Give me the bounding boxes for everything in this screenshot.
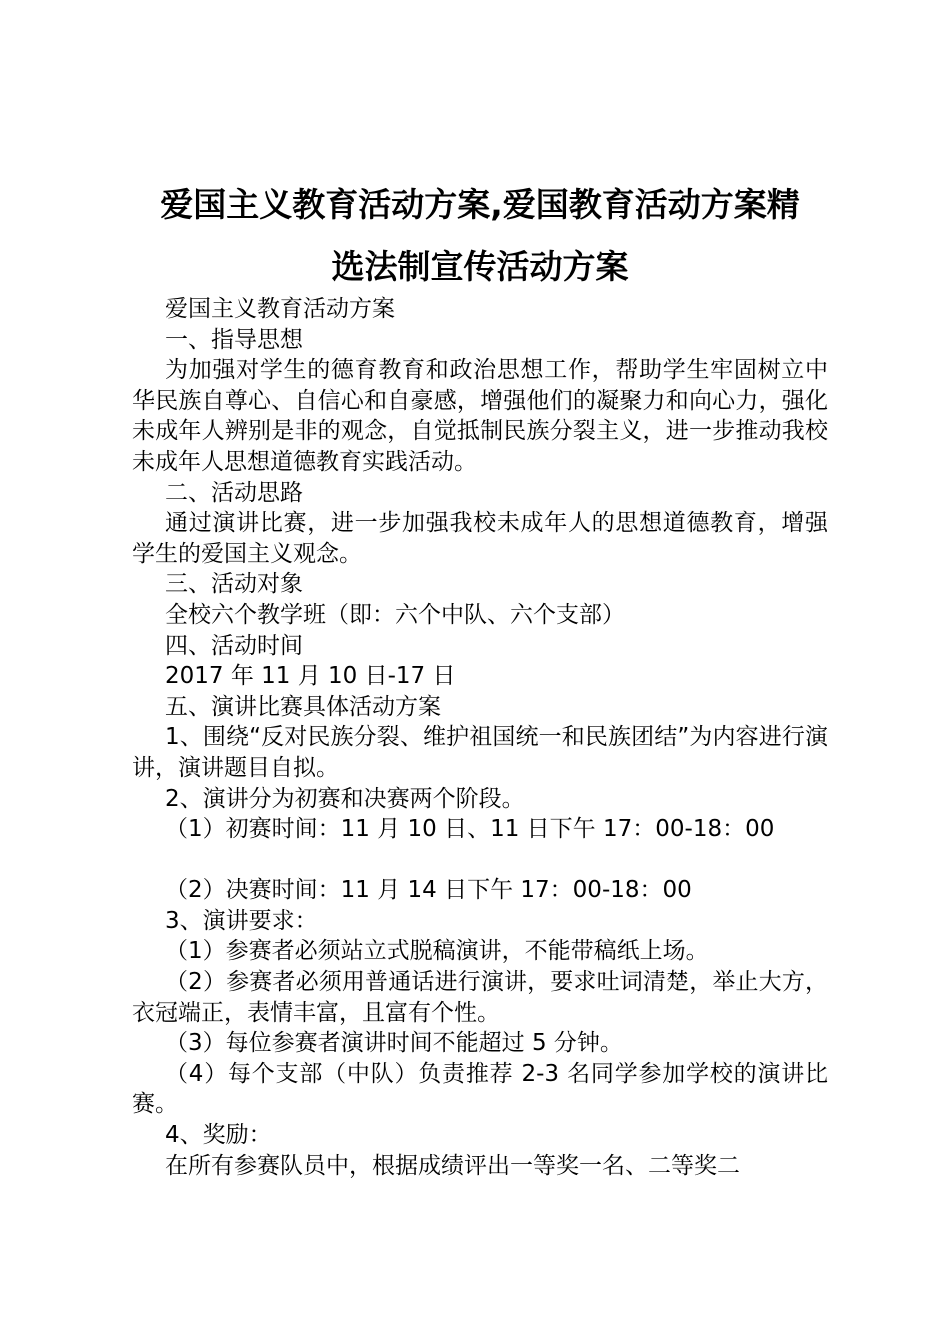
paragraph: 为加强对学生的德育教育和政治思想工作，帮助学生牢固树立中华民族自尊心、自信心和自豪感，增强他们的凝聚力和向心力，强化未成年人辨别是非的观念，自觉抵制民族分裂主义，进一步推动我校未成年人思想道德教育实践活动。 (132, 357, 828, 475)
section-heading: 四、活动时间 (165, 632, 303, 659)
paragraph: （2）决赛时间：11 月 14 日下午 17：00-18：00 (165, 877, 692, 904)
paragraph: 2017 年 11 月 10 日-17 日 (165, 663, 456, 690)
section-heading: 4、奖励： (165, 1122, 272, 1149)
paragraph: 全校六个教学班（即：六个中队、六个支部） (165, 601, 625, 628)
section-heading: 二、活动思路 (165, 479, 303, 506)
section-heading: 3、演讲要求： (165, 907, 318, 934)
document-title-line-1: 爱国主义教育活动方案,爱国教育活动方案精 (160, 185, 800, 224)
document-title-line-2: 选法制宣传活动方案 (331, 247, 629, 286)
section-heading: 一、指导思想 (165, 326, 303, 353)
paragraph: （2）参赛者必须用普通话进行演讲，要求吐词清楚，举止大方，衣冠端正，表情丰富，且富有个性。 (132, 969, 828, 1026)
paragraph: 1、围绕“反对民族分裂、维护祖国统一和民族团结”为内容进行演讲，演讲题目自拟。 (132, 724, 828, 781)
section-heading: 五、演讲比赛具体活动方案 (165, 693, 441, 720)
section-heading: 三、活动对象 (165, 571, 303, 598)
document-body (132, 294, 828, 1181)
paragraph: 通过演讲比赛，进一步加强我校未成年人的思想道德教育，增强学生的爱国主义观念。 (132, 510, 828, 567)
paragraph: （3）每位参赛者演讲时间不能超过 5 分钟。 (165, 1030, 623, 1057)
section-heading: 爱国主义教育活动方案 (165, 296, 395, 322)
paragraph: 2、演讲分为初赛和决赛两个阶段。 (165, 785, 525, 812)
paragraph: （4）每个支部（中队）负责推荐 2-3 名同学参加学校的演讲比赛。 (132, 1060, 828, 1118)
paragraph: 在所有参赛队员中，根据成绩评出一等奖一名、二等奖二 (165, 1152, 740, 1179)
paragraph: （1）初赛时间：11 月 10 日、11 日下午 17：00-18：00 (165, 816, 775, 843)
paragraph: （1）参赛者必须站立式脱稿演讲，不能带稿纸上场。 (165, 938, 709, 965)
